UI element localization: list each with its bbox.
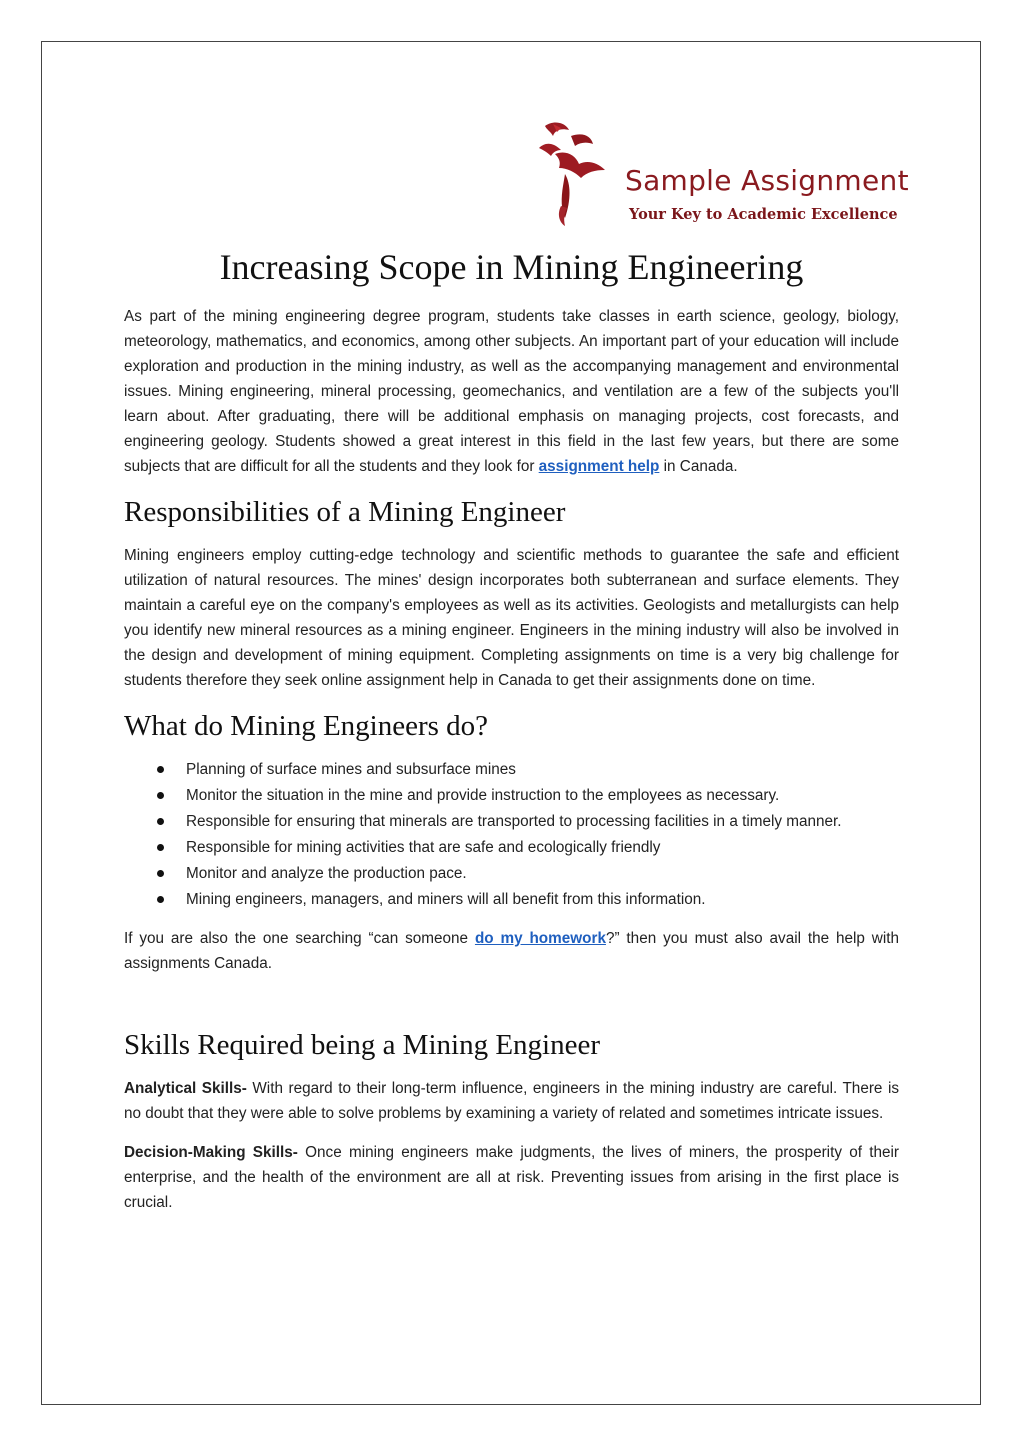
analytical-skills-text: With regard to their long-term influence, engineers in the mining industry are careful. There is no doubt that they were able to solve problems by examining a variety of related and sometimes intricate issues. [124,1080,899,1122]
decision-skills-label: Decision-Making Skills- [124,1144,298,1161]
list-item [186,809,899,834]
duties-list [124,757,899,912]
decision-skills-text: Once mining engineers make judgments, the lives of miners, the prosperity of their enterprise, and the health of the environment are all at risk. Preventing issues from arising in the first place is crucial. [124,1144,899,1211]
decision-skills-paragraph [124,1140,899,1215]
do-my-homework-link[interactable]: do my homework [474,930,606,947]
logo-tagline: Your Key to Academic Excellence [629,206,898,223]
bullet-icon [157,792,164,799]
intro-text: As part of the mining engineering degree program, students take classes in earth science, geology, biology, meteorology, mathematics, and economics, among other subjects. An important part of your education will include exploration and production in the mining industry, as well as the accompanying management and environmental issues. Mining engineering, mineral processing, geomechanics, and ventilation are a few of the subjects you'll learn about. After graduating, there will be additional emphasis on managing projects, cost forecasts, and engineering geology. Students showed a great interest in this field in the last few years, but there are some subjects that are difficult for all the students and they look for [124,308,899,475]
homework-text-end: ?” then you must also avail the help with assignments Canada. [124,930,899,972]
list-item-text: Responsible for mining activities that are safe and ecologically friendly [186,839,661,856]
responsibilities-heading: Responsibilities of a Mining Engineer [124,496,566,528]
list-item-text: Monitor the situation in the mine and provide instruction to the employees as necessary. [186,787,780,804]
list-item-text: Mining engineers, managers, and miners will all benefit from this information. [186,891,706,908]
assignment-help-link[interactable]: assignment help [538,458,660,475]
list-item-text: Responsible for ensuring that minerals are transported to processing facilities in a timely manner. [186,813,842,830]
bullet-icon [157,844,164,851]
list-item [186,861,899,886]
intro-paragraph [124,304,899,479]
analytical-skills-label: Analytical Skills- [124,1080,247,1097]
homework-paragraph [124,926,899,976]
list-item [186,835,899,860]
spacer [124,990,899,1026]
list-item-text: Planning of surface mines and subsurface mines [186,761,516,778]
bullet-icon [157,818,164,825]
list-item-text: Monitor and analyze the production pace. [186,865,467,882]
intro-text-end: in Canada. [659,458,738,475]
bullet-icon [157,896,164,903]
list-item [186,783,899,808]
responsibilities-paragraph: Mining engineers employ cutting-edge technology and scientific methods to guarantee the safe and efficient utilization of natural resources. The mines' design incorporates both subterranean and surface elements. They maintain a careful eye on the company's employees as well as its activities. Geologists and metallurgists can help you identify new mineral resources as a mining engineer. Engineers in the mining industry will also be involved in the design and development of mining equipment. Completing assignments on time is a very big challenge for students therefore they seek online assignment help in Canada to get their assignments done on time. [124,547,899,689]
logo-name: Sample Assignment [625,164,909,197]
bullet-icon [157,766,164,773]
document-body [124,244,899,1229]
page-title: Increasing Scope in Mining Engineering [219,247,804,287]
skills-heading: Skills Required being a Mining Engineer [124,1029,601,1061]
dancing-figure-logo-icon [531,120,621,228]
homework-text: If you are also the one searching “can someone [124,930,475,947]
list-item [186,757,899,782]
what-they-do-heading: What do Mining Engineers do? [124,710,489,742]
analytical-skills-paragraph [124,1076,899,1126]
logo [531,120,909,228]
bullet-icon [157,870,164,877]
list-item [186,887,899,912]
